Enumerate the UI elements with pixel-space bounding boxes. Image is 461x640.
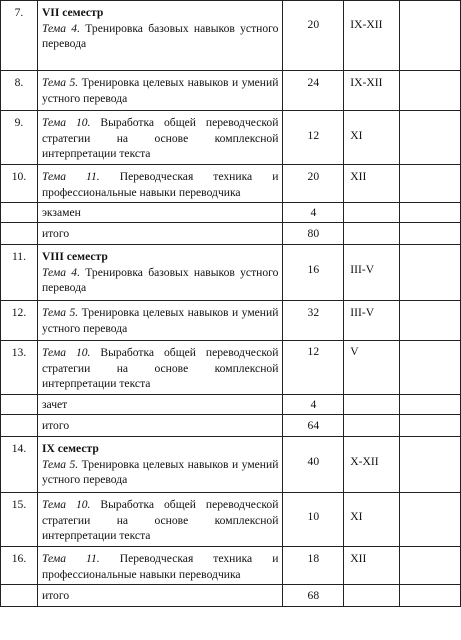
hours-cell bbox=[283, 415, 344, 437]
blank-cell bbox=[400, 301, 461, 341]
weeks-cell bbox=[344, 547, 400, 585]
row-number: 11. bbox=[1, 245, 38, 301]
table-row bbox=[1, 71, 461, 111]
row-number: 13. bbox=[1, 341, 38, 395]
weeks-value: IX-XII bbox=[350, 76, 383, 89]
weeks-cell bbox=[344, 111, 400, 165]
table-row bbox=[1, 203, 461, 223]
blank-cell bbox=[400, 395, 461, 415]
blank-cell bbox=[400, 245, 461, 301]
row-content bbox=[37, 1, 282, 71]
topic-title: Выработка общей переводческой стратегии на основе комплексной интерпретации текста bbox=[41, 346, 279, 390]
hours-cell bbox=[283, 547, 344, 585]
row-text-block bbox=[42, 305, 278, 336]
hours-value: 80 bbox=[307, 227, 320, 240]
weeks-cell bbox=[344, 165, 400, 203]
blank-cell bbox=[400, 493, 461, 547]
row-number: 10. bbox=[1, 165, 38, 203]
row-text-block bbox=[42, 457, 278, 488]
hours-cell bbox=[283, 585, 344, 607]
row-text-block bbox=[42, 265, 278, 296]
row-content bbox=[37, 165, 282, 203]
blank-cell bbox=[400, 165, 461, 203]
hours-value: 32 bbox=[307, 306, 320, 319]
table-row bbox=[1, 301, 461, 341]
hours-cell bbox=[283, 1, 344, 71]
row-content bbox=[37, 585, 282, 607]
weeks-value: XI bbox=[350, 510, 363, 523]
table-row bbox=[1, 245, 461, 301]
weeks-cell bbox=[344, 245, 400, 301]
hours-value: 12 bbox=[307, 129, 320, 142]
weeks-value: IX-XII bbox=[350, 18, 383, 31]
hours-value: 16 bbox=[307, 263, 320, 276]
table-row bbox=[1, 547, 461, 585]
weeks-cell bbox=[344, 203, 400, 223]
hours-value: 68 bbox=[307, 589, 320, 602]
row-text-block bbox=[42, 397, 278, 413]
semester-heading: VII семестр bbox=[41, 6, 104, 19]
topic-label: Тема 11. bbox=[41, 170, 100, 183]
topic-title: Переводческая техника и профессиональные навыки переводчика bbox=[41, 170, 279, 199]
hours-value: 4 bbox=[310, 398, 317, 411]
weeks-cell bbox=[344, 301, 400, 341]
hours-cell bbox=[283, 395, 344, 415]
topic-label: Тема 10. bbox=[41, 116, 91, 129]
topic-label: Тема 10. bbox=[41, 346, 91, 359]
table-row bbox=[1, 165, 461, 203]
row-number: 8. bbox=[1, 71, 38, 111]
blank-cell bbox=[400, 415, 461, 437]
hours-value: 10 bbox=[307, 510, 320, 523]
summary-label: итого bbox=[41, 227, 70, 240]
weeks-cell bbox=[344, 341, 400, 395]
weeks-value: V bbox=[350, 345, 359, 358]
row-text-block bbox=[42, 345, 278, 392]
row-content bbox=[37, 415, 282, 437]
weeks-value: XII bbox=[350, 170, 367, 183]
topic-label: Тема 5. bbox=[41, 76, 79, 89]
topic-title: Тренировка базовых навыков устного перевода bbox=[41, 21, 279, 50]
blank-cell bbox=[400, 341, 461, 395]
table-row bbox=[1, 111, 461, 165]
hours-cell bbox=[283, 71, 344, 111]
hours-value: 18 bbox=[307, 552, 320, 565]
weeks-value: X-XII bbox=[350, 455, 379, 468]
hours-value: 64 bbox=[307, 419, 320, 432]
weeks-value: III-V bbox=[350, 306, 375, 319]
weeks-value: XI bbox=[350, 129, 363, 142]
topic-title: Выработка общей переводческой стратегии на основе комплексной интерпретации текста bbox=[41, 498, 279, 542]
topic-title: Тренировка целевых навыков и умений устного перевода bbox=[41, 76, 279, 105]
weeks-value: III-V bbox=[350, 263, 375, 276]
summary-label: итого bbox=[41, 419, 70, 432]
hours-value: 12 bbox=[307, 345, 320, 358]
row-number bbox=[1, 223, 38, 245]
hours-cell bbox=[283, 341, 344, 395]
row-number: 16. bbox=[1, 547, 38, 585]
blank-cell bbox=[400, 547, 461, 585]
row-number bbox=[1, 415, 38, 437]
row-text-block bbox=[42, 418, 278, 434]
topic-title: Выработка общей переводческой стратегии на основе комплексной интерпретации текста bbox=[41, 116, 279, 160]
table-row bbox=[1, 415, 461, 437]
row-content bbox=[37, 223, 282, 245]
topic-label: Тема 10. bbox=[41, 498, 91, 511]
hours-cell bbox=[283, 111, 344, 165]
semester-heading: VIII семестр bbox=[41, 250, 108, 263]
table-row bbox=[1, 1, 461, 71]
semester-heading: IX семестр bbox=[41, 442, 99, 455]
row-text-block bbox=[42, 115, 278, 162]
table-row bbox=[1, 585, 461, 607]
weeks-cell bbox=[344, 1, 400, 71]
blank-cell bbox=[400, 111, 461, 165]
weeks-cell bbox=[344, 395, 400, 415]
row-content bbox=[37, 245, 282, 301]
row-content bbox=[37, 341, 282, 395]
blank-cell bbox=[400, 203, 461, 223]
row-content bbox=[37, 547, 282, 585]
weeks-cell bbox=[344, 71, 400, 111]
hours-cell bbox=[283, 223, 344, 245]
hours-cell bbox=[283, 301, 344, 341]
hours-value: 24 bbox=[307, 76, 320, 89]
weeks-cell bbox=[344, 223, 400, 245]
table-row bbox=[1, 493, 461, 547]
row-number bbox=[1, 395, 38, 415]
topic-title: Тренировка целевых навыков и умений устного перевода bbox=[41, 306, 279, 335]
row-text-block bbox=[42, 226, 278, 242]
blank-cell bbox=[400, 437, 461, 493]
row-number: 9. bbox=[1, 111, 38, 165]
hours-cell bbox=[283, 203, 344, 223]
blank-cell bbox=[400, 223, 461, 245]
row-content bbox=[37, 203, 282, 223]
row-content bbox=[37, 111, 282, 165]
topic-title: Тренировка целевых навыков и умений устного перевода bbox=[41, 457, 279, 486]
hours-cell bbox=[283, 245, 344, 301]
blank-cell bbox=[400, 1, 461, 71]
weeks-value: XII bbox=[350, 552, 367, 565]
hours-cell bbox=[283, 493, 344, 547]
row-number bbox=[1, 585, 38, 607]
summary-label: зачет bbox=[41, 398, 68, 411]
row-number: 15. bbox=[1, 493, 38, 547]
topic-label: Тема 4. bbox=[41, 21, 80, 35]
row-content bbox=[37, 71, 282, 111]
hours-value: 20 bbox=[307, 18, 320, 31]
row-number: 14. bbox=[1, 437, 38, 493]
hours-cell bbox=[283, 165, 344, 203]
topic-label: Тема 5. bbox=[41, 306, 79, 319]
row-text-block bbox=[42, 588, 278, 604]
row-number: 7. bbox=[1, 1, 38, 71]
row-text-block bbox=[42, 169, 278, 200]
summary-label: экзамен bbox=[41, 206, 81, 219]
hours-value: 40 bbox=[307, 455, 320, 468]
hours-cell bbox=[283, 437, 344, 493]
row-text-block bbox=[42, 75, 278, 106]
summary-label: итого bbox=[41, 589, 70, 602]
row-content bbox=[37, 493, 282, 547]
table-row bbox=[1, 437, 461, 493]
hours-value: 4 bbox=[310, 206, 317, 219]
row-content bbox=[37, 395, 282, 415]
topic-label: Тема 11. bbox=[41, 552, 100, 565]
row-text-block bbox=[42, 497, 278, 544]
table-row bbox=[1, 341, 461, 395]
row-number bbox=[1, 203, 38, 223]
blank-cell bbox=[400, 71, 461, 111]
table-row bbox=[1, 395, 461, 415]
blank-cell bbox=[400, 585, 461, 607]
topic-label: Тема 4. bbox=[41, 265, 80, 279]
row-number: 12. bbox=[1, 301, 38, 341]
topic-title: Переводческая техника и профессиональные навыки переводчика bbox=[41, 552, 279, 581]
table-row bbox=[1, 223, 461, 245]
weeks-cell bbox=[344, 585, 400, 607]
hours-value: 20 bbox=[307, 170, 320, 183]
weeks-cell bbox=[344, 437, 400, 493]
row-content bbox=[37, 437, 282, 493]
topic-label: Тема 5. bbox=[41, 457, 79, 471]
weeks-cell bbox=[344, 415, 400, 437]
weeks-cell bbox=[344, 493, 400, 547]
row-content bbox=[37, 301, 282, 341]
row-text-block bbox=[42, 21, 278, 52]
topic-title: Тренировка базовых навыков устного перевода bbox=[41, 265, 279, 294]
row-text-block bbox=[42, 551, 278, 582]
row-text-block bbox=[42, 205, 278, 221]
